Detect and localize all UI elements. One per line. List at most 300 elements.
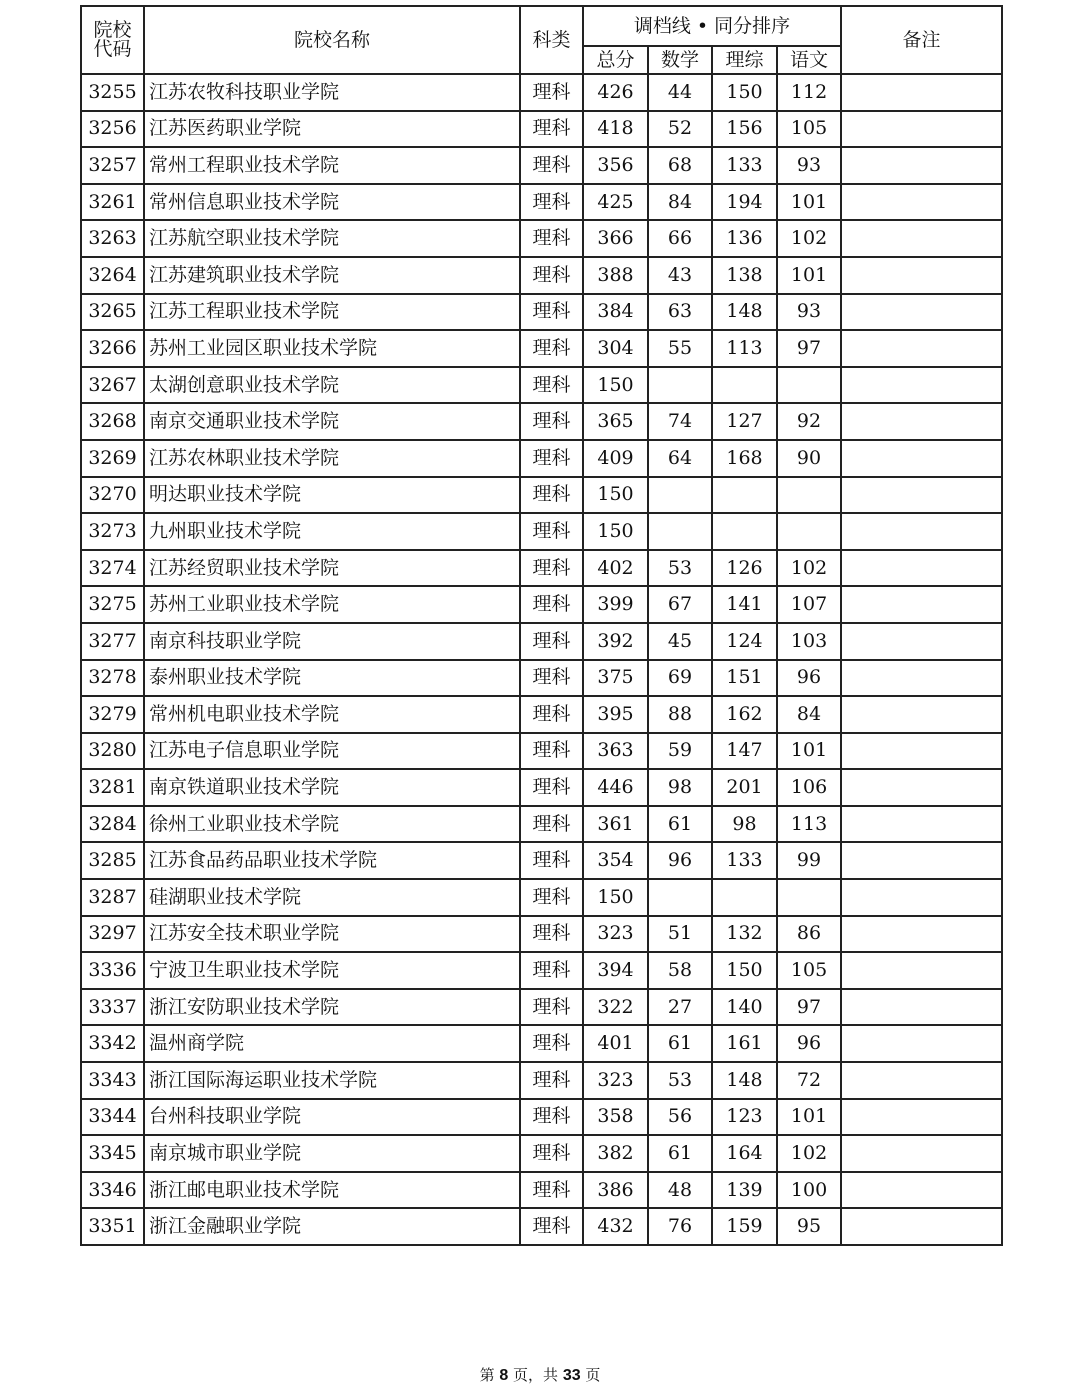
cell-chinese: 72 xyxy=(777,1062,841,1099)
cell-chinese: 93 xyxy=(777,294,841,331)
cell-total: 150 xyxy=(583,477,648,514)
cell-remarks xyxy=(841,879,1002,916)
table-row xyxy=(81,586,1002,623)
cell-chinese: 86 xyxy=(777,916,841,953)
cell-remarks xyxy=(841,916,1002,953)
cell-remarks xyxy=(841,513,1002,550)
cell-code: 3342 xyxy=(81,1025,144,1062)
cell-code: 3351 xyxy=(81,1208,144,1245)
cell-total: 361 xyxy=(583,806,648,843)
cell-total: 425 xyxy=(583,184,648,221)
cell-code: 3275 xyxy=(81,586,144,623)
cell-chinese: 97 xyxy=(777,330,841,367)
cell-category: 理科 xyxy=(520,623,583,660)
cell-chinese: 99 xyxy=(777,842,841,879)
cell-total: 402 xyxy=(583,550,648,587)
header-math: 数学 xyxy=(648,46,712,74)
cell-code: 3268 xyxy=(81,403,144,440)
cell-chinese: 101 xyxy=(777,257,841,294)
cell-science: 113 xyxy=(712,330,777,367)
header-category: 科类 xyxy=(520,6,583,74)
footer-suffix: 页 xyxy=(580,1366,601,1384)
cell-total: 426 xyxy=(583,74,648,111)
cell-remarks xyxy=(841,1025,1002,1062)
cell-total: 399 xyxy=(583,586,648,623)
cell-chinese: 107 xyxy=(777,586,841,623)
cell-science: 148 xyxy=(712,1062,777,1099)
cell-math: 84 xyxy=(648,184,712,221)
cell-math: 68 xyxy=(648,147,712,184)
cell-category: 理科 xyxy=(520,1062,583,1099)
table-row xyxy=(81,660,1002,697)
table-row xyxy=(81,1025,1002,1062)
cell-math: 67 xyxy=(648,586,712,623)
cell-remarks xyxy=(841,550,1002,587)
cell-math: 48 xyxy=(648,1172,712,1209)
cell-total: 150 xyxy=(583,879,648,916)
cell-math: 44 xyxy=(648,74,712,111)
cell-science: 150 xyxy=(712,74,777,111)
table-row xyxy=(81,550,1002,587)
cell-name: 常州信息职业技术学院 xyxy=(144,184,520,221)
cell-science xyxy=(712,879,777,916)
cell-chinese xyxy=(777,477,841,514)
cell-category: 理科 xyxy=(520,1208,583,1245)
cell-math: 96 xyxy=(648,842,712,879)
cell-total: 375 xyxy=(583,660,648,697)
cell-chinese: 105 xyxy=(777,952,841,989)
header-code-line2: 代码 xyxy=(93,38,132,60)
cell-code: 3297 xyxy=(81,916,144,953)
cell-name: 江苏经贸职业技术学院 xyxy=(144,550,520,587)
cell-chinese: 101 xyxy=(777,733,841,770)
cell-science: 133 xyxy=(712,147,777,184)
cell-total: 150 xyxy=(583,513,648,550)
cell-chinese: 96 xyxy=(777,660,841,697)
cell-remarks xyxy=(841,257,1002,294)
cell-total: 386 xyxy=(583,1172,648,1209)
cell-code: 3257 xyxy=(81,147,144,184)
cell-remarks xyxy=(841,989,1002,1026)
cell-name: 常州机电职业技术学院 xyxy=(144,696,520,733)
cell-category: 理科 xyxy=(520,513,583,550)
cell-name: 硅湖职业技术学院 xyxy=(144,879,520,916)
cell-chinese xyxy=(777,879,841,916)
cell-total: 363 xyxy=(583,733,648,770)
cell-chinese: 100 xyxy=(777,1172,841,1209)
table-row xyxy=(81,74,1002,111)
cell-remarks xyxy=(841,184,1002,221)
cell-code: 3261 xyxy=(81,184,144,221)
table-row xyxy=(81,1135,1002,1172)
table-row xyxy=(81,477,1002,514)
cell-total: 323 xyxy=(583,916,648,953)
cell-total: 395 xyxy=(583,696,648,733)
cell-science: 151 xyxy=(712,660,777,697)
cell-category: 理科 xyxy=(520,989,583,1026)
cell-name: 南京交通职业技术学院 xyxy=(144,403,520,440)
cell-category: 理科 xyxy=(520,1135,583,1172)
cell-science: 139 xyxy=(712,1172,777,1209)
cell-code: 3285 xyxy=(81,842,144,879)
cell-category: 理科 xyxy=(520,440,583,477)
table-row xyxy=(81,952,1002,989)
cell-name: 南京铁道职业技术学院 xyxy=(144,769,520,806)
cell-name: 江苏食品药品职业技术学院 xyxy=(144,842,520,879)
header-code-line1: 院校 xyxy=(93,19,132,41)
cell-name: 宁波卫生职业技术学院 xyxy=(144,952,520,989)
cell-category: 理科 xyxy=(520,1025,583,1062)
cell-chinese xyxy=(777,513,841,550)
cell-code: 3269 xyxy=(81,440,144,477)
cell-category: 理科 xyxy=(520,550,583,587)
header-chinese: 语文 xyxy=(777,46,841,74)
table-row xyxy=(81,842,1002,879)
cell-remarks xyxy=(841,367,1002,404)
cell-math: 53 xyxy=(648,1062,712,1099)
cell-name: 浙江安防职业技术学院 xyxy=(144,989,520,1026)
cell-category: 理科 xyxy=(520,733,583,770)
cell-category: 理科 xyxy=(520,842,583,879)
cell-name: 浙江邮电职业技术学院 xyxy=(144,1172,520,1209)
cell-science: 133 xyxy=(712,842,777,879)
header-code xyxy=(81,6,144,74)
cell-total: 409 xyxy=(583,440,648,477)
cell-code: 3279 xyxy=(81,696,144,733)
cell-science: 148 xyxy=(712,294,777,331)
table-row xyxy=(81,440,1002,477)
cell-total: 322 xyxy=(583,989,648,1026)
table-body xyxy=(81,74,1002,1245)
cell-remarks xyxy=(841,586,1002,623)
cell-category: 理科 xyxy=(520,367,583,404)
cell-category: 理科 xyxy=(520,220,583,257)
cell-category: 理科 xyxy=(520,330,583,367)
cell-name: 江苏电子信息职业学院 xyxy=(144,733,520,770)
cell-science xyxy=(712,513,777,550)
cell-code: 3344 xyxy=(81,1099,144,1136)
cell-remarks xyxy=(841,220,1002,257)
table-row xyxy=(81,1208,1002,1245)
cell-name: 江苏航空职业技术学院 xyxy=(144,220,520,257)
cell-category: 理科 xyxy=(520,294,583,331)
cell-science: 141 xyxy=(712,586,777,623)
page-footer xyxy=(0,1364,1080,1385)
cell-code: 3346 xyxy=(81,1172,144,1209)
cell-name: 徐州工业职业技术学院 xyxy=(144,806,520,843)
cell-category: 理科 xyxy=(520,74,583,111)
cell-category: 理科 xyxy=(520,1099,583,1136)
footer-total-pages: 33 xyxy=(562,1367,581,1384)
cell-name: 明达职业技术学院 xyxy=(144,477,520,514)
cell-category: 理科 xyxy=(520,952,583,989)
cell-math: 66 xyxy=(648,220,712,257)
cell-name: 温州商学院 xyxy=(144,1025,520,1062)
cell-chinese: 92 xyxy=(777,403,841,440)
cell-chinese: 113 xyxy=(777,806,841,843)
cell-chinese: 97 xyxy=(777,989,841,1026)
cell-name: 九州职业技术学院 xyxy=(144,513,520,550)
cell-total: 446 xyxy=(583,769,648,806)
cell-chinese xyxy=(777,367,841,404)
table-row xyxy=(81,989,1002,1026)
cell-chinese: 102 xyxy=(777,1135,841,1172)
cell-category: 理科 xyxy=(520,1172,583,1209)
cell-chinese: 101 xyxy=(777,184,841,221)
cell-math: 45 xyxy=(648,623,712,660)
header-total: 总分 xyxy=(583,46,648,74)
cell-remarks xyxy=(841,806,1002,843)
header-row-1 xyxy=(81,6,1002,46)
cell-category: 理科 xyxy=(520,806,583,843)
cell-chinese: 101 xyxy=(777,1099,841,1136)
cell-name: 浙江国际海运职业技术学院 xyxy=(144,1062,520,1099)
table-row xyxy=(81,1062,1002,1099)
cell-math: 52 xyxy=(648,111,712,148)
cell-math: 61 xyxy=(648,1025,712,1062)
table-row xyxy=(81,1172,1002,1209)
cell-category: 理科 xyxy=(520,916,583,953)
cell-category: 理科 xyxy=(520,477,583,514)
cell-category: 理科 xyxy=(520,660,583,697)
table-row xyxy=(81,111,1002,148)
cell-name: 江苏工程职业技术学院 xyxy=(144,294,520,331)
cell-name: 南京城市职业学院 xyxy=(144,1135,520,1172)
cell-science: 159 xyxy=(712,1208,777,1245)
cell-code: 3278 xyxy=(81,660,144,697)
cell-code: 3274 xyxy=(81,550,144,587)
cell-science: 164 xyxy=(712,1135,777,1172)
cell-code: 3264 xyxy=(81,257,144,294)
table-row xyxy=(81,1099,1002,1136)
cell-remarks xyxy=(841,952,1002,989)
cell-code: 3336 xyxy=(81,952,144,989)
cell-remarks xyxy=(841,1099,1002,1136)
cell-code: 3267 xyxy=(81,367,144,404)
cell-total: 382 xyxy=(583,1135,648,1172)
table-row xyxy=(81,294,1002,331)
cell-name: 江苏建筑职业技术学院 xyxy=(144,257,520,294)
cell-total: 365 xyxy=(583,403,648,440)
cell-science: 194 xyxy=(712,184,777,221)
cell-math xyxy=(648,513,712,550)
table-row xyxy=(81,220,1002,257)
header-name: 院校名称 xyxy=(144,6,520,74)
cell-remarks xyxy=(841,696,1002,733)
cell-code: 3255 xyxy=(81,74,144,111)
cell-code: 3281 xyxy=(81,769,144,806)
cell-math xyxy=(648,879,712,916)
table-row xyxy=(81,623,1002,660)
cell-name: 江苏医药职业学院 xyxy=(144,111,520,148)
cell-science: 136 xyxy=(712,220,777,257)
cell-math: 88 xyxy=(648,696,712,733)
cell-total: 388 xyxy=(583,257,648,294)
cell-math: 69 xyxy=(648,660,712,697)
cell-category: 理科 xyxy=(520,257,583,294)
cell-name: 江苏农林职业技术学院 xyxy=(144,440,520,477)
cell-name: 常州工程职业技术学院 xyxy=(144,147,520,184)
cell-name: 江苏农牧科技职业学院 xyxy=(144,74,520,111)
table-row xyxy=(81,403,1002,440)
cell-math xyxy=(648,477,712,514)
cell-remarks xyxy=(841,477,1002,514)
cell-total: 432 xyxy=(583,1208,648,1245)
cell-math: 59 xyxy=(648,733,712,770)
cell-math: 53 xyxy=(648,550,712,587)
cell-total: 366 xyxy=(583,220,648,257)
cell-remarks xyxy=(841,1172,1002,1209)
cell-total: 356 xyxy=(583,147,648,184)
cell-chinese: 90 xyxy=(777,440,841,477)
cell-science xyxy=(712,367,777,404)
cell-remarks xyxy=(841,660,1002,697)
cell-total: 384 xyxy=(583,294,648,331)
cell-name: 浙江金融职业学院 xyxy=(144,1208,520,1245)
cell-name: 太湖创意职业技术学院 xyxy=(144,367,520,404)
cell-code: 3345 xyxy=(81,1135,144,1172)
table-row xyxy=(81,916,1002,953)
table-row xyxy=(81,147,1002,184)
cell-total: 394 xyxy=(583,952,648,989)
table-row xyxy=(81,513,1002,550)
cell-name: 苏州工业职业技术学院 xyxy=(144,586,520,623)
header-science: 理综 xyxy=(712,46,777,74)
cell-total: 323 xyxy=(583,1062,648,1099)
cell-math: 63 xyxy=(648,294,712,331)
cell-remarks xyxy=(841,842,1002,879)
cell-science: 126 xyxy=(712,550,777,587)
cell-code: 3343 xyxy=(81,1062,144,1099)
table-row xyxy=(81,733,1002,770)
cell-code: 3277 xyxy=(81,623,144,660)
cell-math: 51 xyxy=(648,916,712,953)
cell-total: 418 xyxy=(583,111,648,148)
cell-math: 56 xyxy=(648,1099,712,1136)
cell-science: 123 xyxy=(712,1099,777,1136)
cell-remarks xyxy=(841,111,1002,148)
table-row xyxy=(81,696,1002,733)
cell-total: 150 xyxy=(583,367,648,404)
cell-code: 3280 xyxy=(81,733,144,770)
cell-code: 3337 xyxy=(81,989,144,1026)
table-row xyxy=(81,257,1002,294)
cell-category: 理科 xyxy=(520,769,583,806)
cell-math: 27 xyxy=(648,989,712,1026)
cell-science xyxy=(712,477,777,514)
cell-math: 98 xyxy=(648,769,712,806)
cell-remarks xyxy=(841,440,1002,477)
cell-chinese: 103 xyxy=(777,623,841,660)
cell-science: 150 xyxy=(712,952,777,989)
cell-total: 354 xyxy=(583,842,648,879)
cell-remarks xyxy=(841,1135,1002,1172)
cell-science: 98 xyxy=(712,806,777,843)
cell-total: 392 xyxy=(583,623,648,660)
cell-remarks xyxy=(841,294,1002,331)
cell-math: 43 xyxy=(648,257,712,294)
cell-science: 201 xyxy=(712,769,777,806)
table-row xyxy=(81,806,1002,843)
cell-total: 401 xyxy=(583,1025,648,1062)
cell-math: 55 xyxy=(648,330,712,367)
cell-name: 南京科技职业学院 xyxy=(144,623,520,660)
footer-middle: 页，共 xyxy=(508,1366,563,1384)
cell-code: 3266 xyxy=(81,330,144,367)
table-row xyxy=(81,367,1002,404)
cell-science: 162 xyxy=(712,696,777,733)
cell-category: 理科 xyxy=(520,111,583,148)
table-row xyxy=(81,330,1002,367)
cell-remarks xyxy=(841,74,1002,111)
cell-code: 3284 xyxy=(81,806,144,843)
cell-science: 147 xyxy=(712,733,777,770)
table-row xyxy=(81,769,1002,806)
admission-score-table xyxy=(80,5,1003,1246)
cell-total: 358 xyxy=(583,1099,648,1136)
cell-name: 苏州工业园区职业技术学院 xyxy=(144,330,520,367)
footer-prefix: 第 xyxy=(479,1366,500,1384)
cell-category: 理科 xyxy=(520,586,583,623)
cell-code: 3265 xyxy=(81,294,144,331)
cell-remarks xyxy=(841,769,1002,806)
cell-remarks xyxy=(841,147,1002,184)
cell-chinese: 93 xyxy=(777,147,841,184)
cell-category: 理科 xyxy=(520,184,583,221)
cell-science: 127 xyxy=(712,403,777,440)
cell-code: 3263 xyxy=(81,220,144,257)
cell-remarks xyxy=(841,733,1002,770)
cell-chinese: 102 xyxy=(777,220,841,257)
cell-remarks xyxy=(841,330,1002,367)
cell-remarks xyxy=(841,403,1002,440)
header-line-group: 调档线 • 同分排序 xyxy=(583,6,841,46)
cell-science: 168 xyxy=(712,440,777,477)
cell-math xyxy=(648,367,712,404)
cell-name: 泰州职业技术学院 xyxy=(144,660,520,697)
cell-math: 61 xyxy=(648,806,712,843)
cell-remarks xyxy=(841,1062,1002,1099)
cell-code: 3287 xyxy=(81,879,144,916)
cell-code: 3273 xyxy=(81,513,144,550)
cell-chinese: 105 xyxy=(777,111,841,148)
header-remarks: 备注 xyxy=(841,6,1002,74)
cell-science: 124 xyxy=(712,623,777,660)
cell-remarks xyxy=(841,623,1002,660)
cell-chinese: 95 xyxy=(777,1208,841,1245)
cell-math: 76 xyxy=(648,1208,712,1245)
cell-chinese: 84 xyxy=(777,696,841,733)
cell-chinese: 102 xyxy=(777,550,841,587)
cell-math: 58 xyxy=(648,952,712,989)
table-row xyxy=(81,879,1002,916)
cell-code: 3256 xyxy=(81,111,144,148)
cell-math: 64 xyxy=(648,440,712,477)
cell-chinese: 112 xyxy=(777,74,841,111)
table-row xyxy=(81,184,1002,221)
cell-name: 江苏安全技术职业学院 xyxy=(144,916,520,953)
cell-science: 161 xyxy=(712,1025,777,1062)
cell-name: 台州科技职业学院 xyxy=(144,1099,520,1136)
cell-code: 3270 xyxy=(81,477,144,514)
cell-chinese: 96 xyxy=(777,1025,841,1062)
cell-category: 理科 xyxy=(520,403,583,440)
cell-math: 74 xyxy=(648,403,712,440)
cell-category: 理科 xyxy=(520,879,583,916)
cell-remarks xyxy=(841,1208,1002,1245)
cell-category: 理科 xyxy=(520,696,583,733)
cell-science: 156 xyxy=(712,111,777,148)
